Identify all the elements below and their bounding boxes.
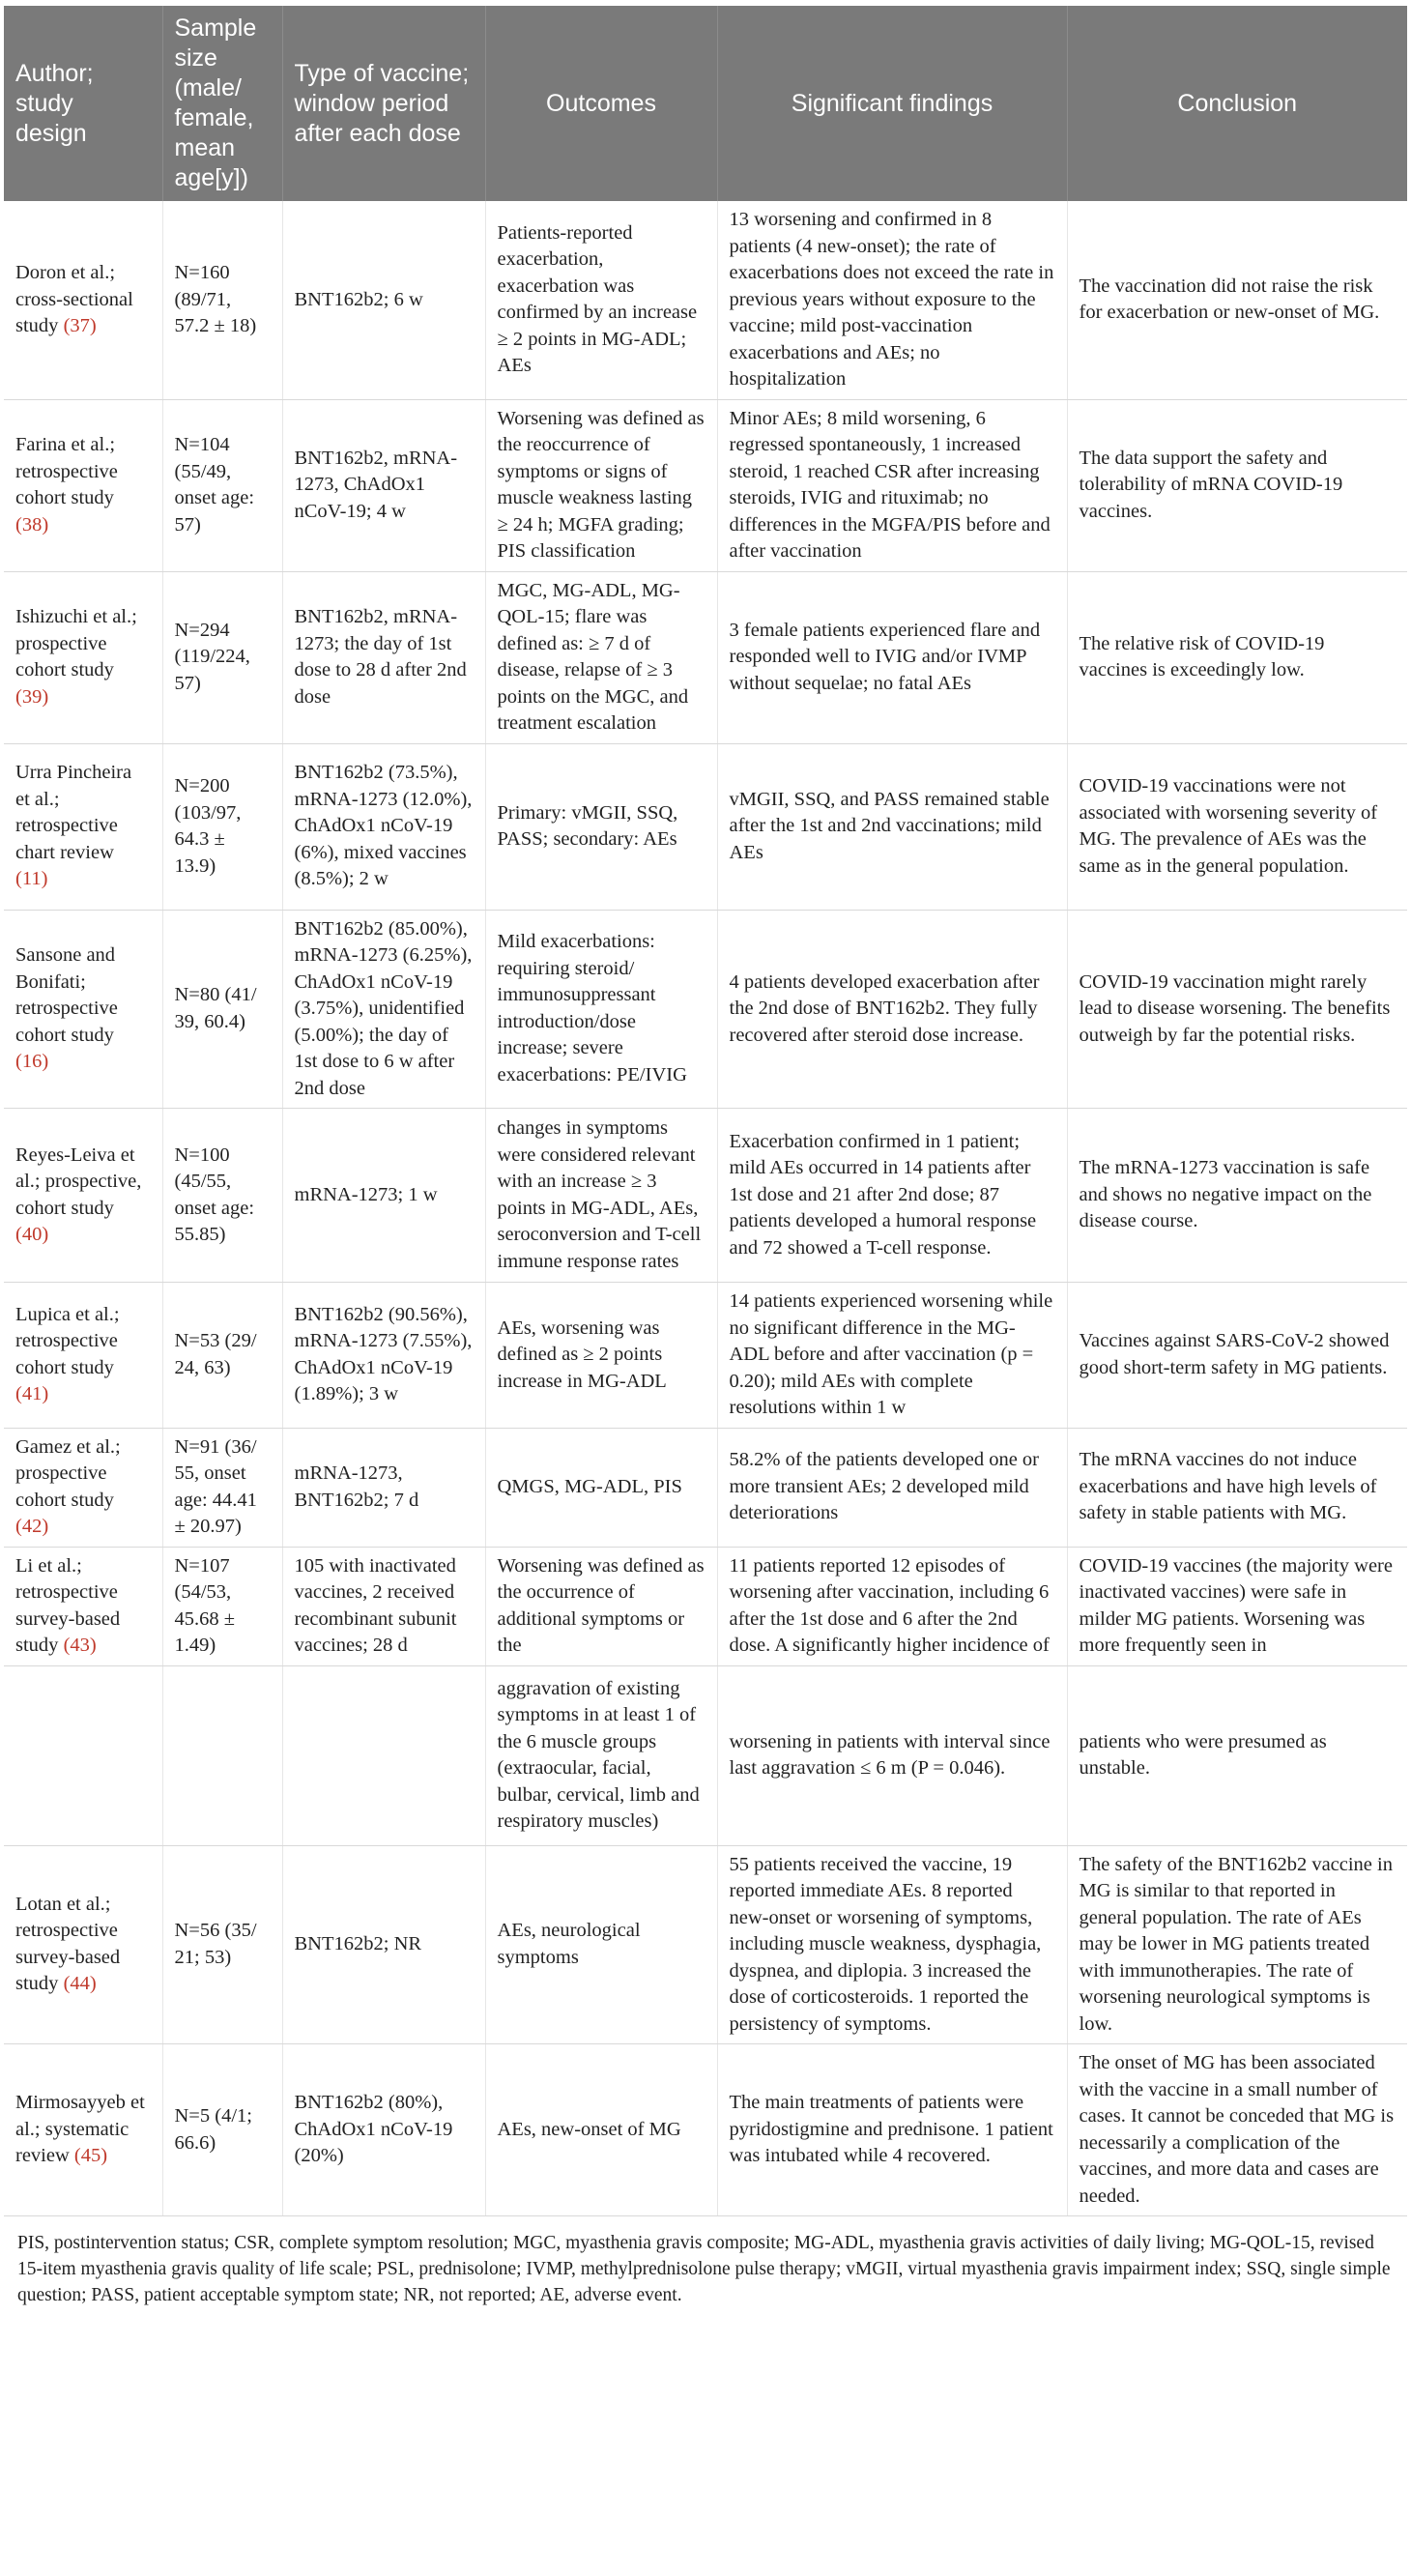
cell-vaccine: BNT162b2 (85.00%), mRNA-1273 (6.25%), ChAdOx1 nCoV-19 (3.75%), unidentified (5.00%); the day of 1st dose to 6 w after 2nd dose: [282, 910, 485, 1109]
author-text: Mirmosayyeb et al.; systematic review: [15, 2092, 145, 2167]
cell-sample-size: N=5 (4/1; 66.6): [162, 2044, 282, 2216]
cell-sample-size: N=104 (55/49, onset age: 57): [162, 399, 282, 571]
author-text: Ishizuchi et al.; prospective cohort study: [15, 606, 137, 680]
reference-link[interactable]: (16): [15, 1051, 49, 1072]
cell-author: [4, 1109, 162, 1283]
cell-author: [4, 1547, 162, 1665]
cell-sample-size: N=80 (41/ 39, 60.4): [162, 910, 282, 1109]
cell-findings: 58.2% of the patients developed one or more transient AEs; 2 developed mild deteriorations: [717, 1428, 1067, 1547]
cell-outcomes: AEs, new-onset of MG: [485, 2044, 717, 2216]
table-row: [4, 399, 1407, 571]
cell-conclusion: COVID-19 vaccines (the majority were inactivated vaccines) were safe in milder MG patients. Worsening was more frequently seen in: [1067, 1547, 1407, 1665]
table-row: [4, 571, 1407, 743]
header-outcomes: Outcomes: [485, 6, 717, 201]
cell-sample-size: N=100 (45/55, onset age: 55.85): [162, 1109, 282, 1283]
header-row: [4, 6, 1407, 201]
cell-findings: 11 patients reported 12 episodes of worsening after vaccination, including 6 after the 1st dose and 6 after the 2nd dose. A significantly higher incidence of: [717, 1547, 1067, 1665]
cell-author: [4, 571, 162, 743]
cell-vaccine: BNT162b2, mRNA-1273, ChAdOx1 nCoV-19; 4 w: [282, 399, 485, 571]
author-text: Li et al.; retrospective survey-based study: [15, 1554, 121, 1656]
author-text: Farina et al.; retrospective cohort study: [15, 434, 118, 508]
cell-vaccine: mRNA-1273; 1 w: [282, 1109, 485, 1283]
author-text: Lupica et al.; retrospective cohort study: [15, 1303, 120, 1378]
cell-outcomes: AEs, neurological symptoms: [485, 1845, 717, 2044]
table-body: [4, 201, 1407, 2216]
cell-vaccine: BNT162b2, mRNA-1273; the day of 1st dose to 28 d after 2nd dose: [282, 571, 485, 743]
header-vaccine: Type of vaccine; window period after each dose: [282, 6, 485, 201]
table-row: [4, 910, 1407, 1109]
cell-sample-size: N=294 (119/224, 57): [162, 571, 282, 743]
cell-sample-size: N=160 (89/71, 57.2 ± 18): [162, 201, 282, 399]
reference-link[interactable]: (41): [15, 1383, 49, 1405]
cell-conclusion: The mRNA-1273 vaccination is safe and shows no negative impact on the disease course.: [1067, 1109, 1407, 1283]
header-sample-size: Sample size (male/ female, mean age[y]): [162, 6, 282, 201]
cell-findings: 14 patients experienced worsening while no significant difference in the MG-ADL before and after vaccination (p = 0.20); mild AEs with complete resolutions within 1 w: [717, 1283, 1067, 1429]
cell-findings: 3 female patients experienced flare and responded well to IVIG and/or IVMP without sequelae; no fatal AEs: [717, 571, 1067, 743]
cell-outcomes: changes in symptoms were considered relevant with an increase ≥ 3 points in MG-ADL, AEs, seroconversion and T-cell immune response rates: [485, 1109, 717, 1283]
cell-author: [4, 201, 162, 399]
cell-vaccine: BNT162b2 (80%), ChAdOx1 nCoV-19 (20%): [282, 2044, 485, 2216]
cell-findings: 55 patients received the vaccine, 19 reported immediate AEs. 8 reported new-onset or worsening of symptoms, including muscle weakness, dysphagia, dyspnea, and diplopia. 3 increased the dose of corticosteroids. 1 reported the persistency of symptoms.: [717, 1845, 1067, 2044]
cell-sample-size: N=56 (35/ 21; 53): [162, 1845, 282, 2044]
cell-sample-size: N=107 (54/53, 45.68 ± 1.49): [162, 1547, 282, 1665]
cell-sample-size: N=53 (29/ 24, 63): [162, 1283, 282, 1429]
table-row: [4, 1845, 1407, 2044]
cell-outcomes: Primary: vMGII, SSQ, PASS; secondary: AEs: [485, 743, 717, 910]
cell-conclusion: The onset of MG has been associated with the vaccine in a small number of cases. It cannot be conceded that MG is necessarily a complication of the vaccines, and more data and cases are needed.: [1067, 2044, 1407, 2216]
table-row: [4, 1109, 1407, 1283]
cell-author: [4, 743, 162, 910]
cell-findings: The main treatments of patients were pyridostigmine and prednisone. 1 patient was intubated while 4 recovered.: [717, 2044, 1067, 2216]
cell-findings: vMGII, SSQ, and PASS remained stable after the 1st and 2nd vaccinations; mild AEs: [717, 743, 1067, 910]
table-row: [4, 1665, 1407, 1845]
reference-link[interactable]: (37): [63, 315, 97, 336]
header-author: Author; study design: [4, 6, 162, 201]
table-footnote: PIS, postintervention status; CSR, complete symptom resolution; MGC, myasthenia gravis composite; MG-ADL, myasthenia gravis activities of daily living; MG-QOL-15, revised 15-item myasthenia gravis quality of life scale; PSL, prednisolone; IVMP, methylprednisolone pulse therapy; vMGII, virtual myasthenia gravis impairment index; SSQ, single simple question; PASS, patient acceptable symptom state; NR, not reported; AE, adverse event.: [17, 2233, 1391, 2305]
cell-author: [4, 1665, 162, 1845]
reference-link[interactable]: (38): [15, 513, 49, 535]
cell-vaccine: BNT162b2 (73.5%), mRNA-1273 (12.0%), ChAdOx1 nCoV-19 (6%), mixed vaccines (8.5%); 2 w: [282, 743, 485, 910]
cell-conclusion: The relative risk of COVID-19 vaccines is exceedingly low.: [1067, 571, 1407, 743]
cell-outcomes: Worsening was defined as the reoccurrence of symptoms or signs of muscle weakness lasting ≥ 24 h; MGFA grading; PIS classification: [485, 399, 717, 571]
cell-vaccine: BNT162b2; NR: [282, 1845, 485, 2044]
cell-outcomes: aggravation of existing symptoms in at least 1 of the 6 muscle groups (extraocular, facial, bulbar, cervical, limb and respiratory muscles): [485, 1665, 717, 1845]
header-conclusion: Conclusion: [1067, 6, 1407, 201]
cell-findings: 13 worsening and confirmed in 8 patients (4 new-onset); the rate of exacerbations does not exceed the rate in previous years without exposure to the vaccine; mild post-vaccination exacerbations and AEs; no hospitalization: [717, 201, 1067, 399]
reference-link[interactable]: (44): [63, 1973, 97, 1995]
cell-outcomes: AEs, worsening was defined as ≥ 2 points increase in MG-ADL: [485, 1283, 717, 1429]
cell-vaccine: BNT162b2 (90.56%), mRNA-1273 (7.55%), ChAdOx1 nCoV-19 (1.89%); 3 w: [282, 1283, 485, 1429]
cell-outcomes: Mild exacerbations: requiring steroid/ immunosuppressant introduction/dose increase; severe exacerbations: PE/IVIG: [485, 910, 717, 1109]
table-row: [4, 1547, 1407, 1665]
cell-conclusion: COVID-19 vaccination might rarely lead to disease worsening. The benefits outweigh by far the potential risks.: [1067, 910, 1407, 1109]
cell-outcomes: Patients-reported exacerbation, exacerbation was confirmed by an increase ≥ 2 points in MG-ADL; AEs: [485, 201, 717, 399]
cell-conclusion: The safety of the BNT162b2 vaccine in MG is similar to that reported in general population. The rate of AEs may be lower in MG patients treated with immunotherapies. The rate of worsening neurological symptoms is low.: [1067, 1845, 1407, 2044]
cell-conclusion: The mRNA vaccines do not induce exacerbations and have high levels of safety in stable patients with MG.: [1067, 1428, 1407, 1547]
cell-conclusion: Vaccines against SARS-CoV-2 showed good short-term safety in MG patients.: [1067, 1283, 1407, 1429]
cell-vaccine: [282, 1665, 485, 1845]
table-row: [4, 1283, 1407, 1429]
cell-findings: 4 patients developed exacerbation after the 2nd dose of BNT162b2. They fully recovered after steroid dose increase.: [717, 910, 1067, 1109]
cell-vaccine: 105 with inactivated vaccines, 2 received recombinant subunit vaccines; 28 d: [282, 1547, 485, 1665]
cell-author: [4, 399, 162, 571]
reference-link[interactable]: (43): [63, 1635, 97, 1656]
reference-link[interactable]: (11): [15, 868, 48, 890]
table-row: [4, 2044, 1407, 2216]
cell-sample-size: [162, 1665, 282, 1845]
cell-author: [4, 1845, 162, 2044]
author-text: Reyes-Leiva et al.; prospective, cohort study: [15, 1143, 142, 1219]
author-text: Sansone and Bonifati; retrospective cohort study: [15, 944, 118, 1046]
table-header: [4, 6, 1407, 201]
reference-link[interactable]: (40): [15, 1224, 49, 1245]
reference-link[interactable]: (42): [15, 1516, 49, 1537]
cell-conclusion: The data support the safety and tolerability of mRNA COVID-19 vaccines.: [1067, 399, 1407, 571]
author-text: Lotan et al.; retrospective survey-based study: [15, 1893, 121, 1995]
cell-outcomes: QMGS, MG-ADL, PIS: [485, 1428, 717, 1547]
author-text: Doron et al.; cross-sectional study: [15, 262, 133, 336]
cell-author: [4, 2044, 162, 2216]
cell-author: [4, 1428, 162, 1547]
cell-findings: Exacerbation confirmed in 1 patient; mild AEs occurred in 14 patients after 1st dose and 21 after 2nd dose; 87 patients developed a humoral response and 72 showed a T-cell response.: [717, 1109, 1067, 1283]
cell-author: [4, 1283, 162, 1429]
author-text: Urra Pincheira et al.; retrospective chart review: [15, 762, 132, 863]
cell-outcomes: Worsening was defined as the occurrence of additional symptoms or the: [485, 1547, 717, 1665]
reference-link[interactable]: (39): [15, 685, 49, 708]
reference-link[interactable]: (45): [73, 2145, 108, 2167]
header-findings: Significant findings: [717, 6, 1067, 201]
cell-vaccine: BNT162b2; 6 w: [282, 201, 485, 399]
table-row: [4, 743, 1407, 910]
cell-author: [4, 910, 162, 1109]
cell-vaccine: mRNA-1273, BNT162b2; 7 d: [282, 1428, 485, 1547]
studies-table: [4, 6, 1407, 2216]
cell-outcomes: MGC, MG-ADL, MG-QOL-15; flare was defined as: ≥ 7 d of disease, relapse of ≥ 3 points on the MGC, and treatment escalation: [485, 571, 717, 743]
table-row: [4, 201, 1407, 399]
cell-findings: Minor AEs; 8 mild worsening, 6 regressed spontaneously, 1 increased steroid, 1 reached CSR after increasing steroids, IVIG and rituximab; no differences in the MGFA/PIS before and after vaccination: [717, 399, 1067, 571]
cell-conclusion: patients who were presumed as unstable.: [1067, 1665, 1407, 1845]
cell-findings: worsening in patients with interval since last aggravation ≤ 6 m (P = 0.046).: [717, 1665, 1067, 1845]
cell-sample-size: N=91 (36/ 55, onset age: 44.41 ± 20.97): [162, 1428, 282, 1547]
author-text: Gamez et al.; prospective cohort study: [15, 1435, 121, 1511]
cell-conclusion: The vaccination did not raise the risk for exacerbation or new-onset of MG.: [1067, 201, 1407, 399]
cell-conclusion: COVID-19 vaccinations were not associated with worsening severity of MG. The prevalence of AEs was the same as in the general population.: [1067, 743, 1407, 910]
cell-sample-size: N=200 (103/97, 64.3 ± 13.9): [162, 743, 282, 910]
table-container: [4, 6, 1407, 2308]
table-row: [4, 1428, 1407, 1547]
